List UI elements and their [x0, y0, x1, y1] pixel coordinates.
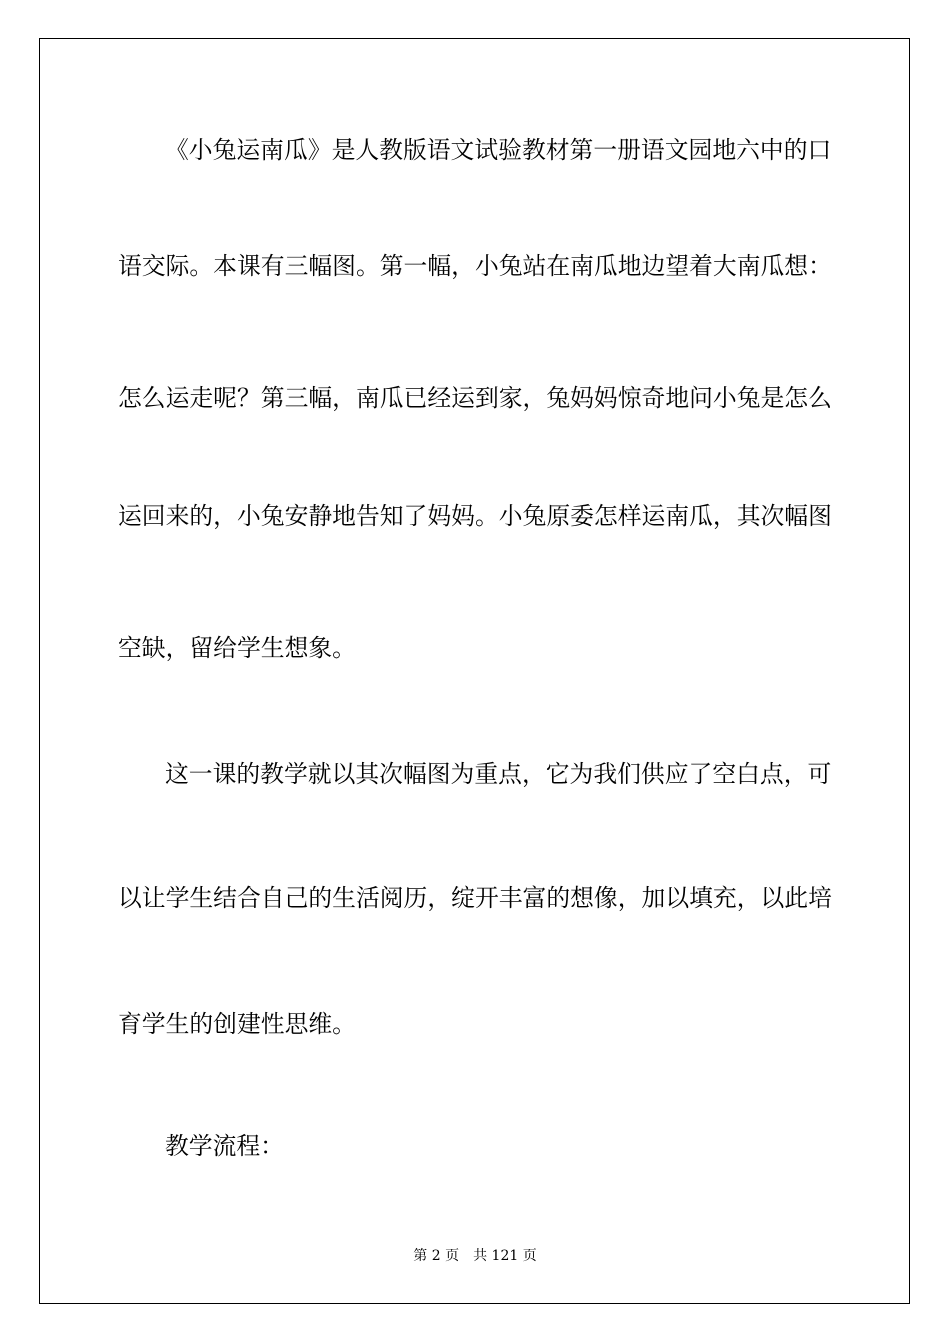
paragraph-2-line-1: 这一课的教学就以其次幅图为重点，它为我们供应了空白点，可: [165, 760, 832, 788]
paragraph-1-line-5: 空缺，留给学生想象。: [118, 634, 356, 662]
page-border: [39, 38, 910, 1304]
page-footer: [0, 1247, 950, 1265]
paragraph-1-line-1: 《小兔运南瓜》是人教版语文试验教材第一册语文园地六中的口: [165, 136, 832, 164]
paragraph-1-line-2: 语交际。本课有三幅图。第一幅，小兔站在南瓜地边望着大南瓜想：: [118, 252, 832, 280]
page-number: 第 2 页: [413, 1248, 460, 1264]
paragraph-2-line-2: 以让学生结合自己的生活阅历，绽开丰富的想像，加以填充，以此培: [118, 884, 832, 912]
total-pages: 共 121 页: [473, 1248, 537, 1264]
paragraph-1-line-3: 怎么运走呢？第三幅，南瓜已经运到家，兔妈妈惊奇地问小兔是怎么: [118, 384, 832, 412]
paragraph-2-line-3: 育学生的创建性思维。: [118, 1010, 356, 1038]
paragraph-1-line-4: 运回来的，小兔安静地告知了妈妈。小兔原委怎样运南瓜，其次幅图: [118, 502, 832, 530]
section-heading-teaching-process: 教学流程：: [165, 1132, 284, 1160]
